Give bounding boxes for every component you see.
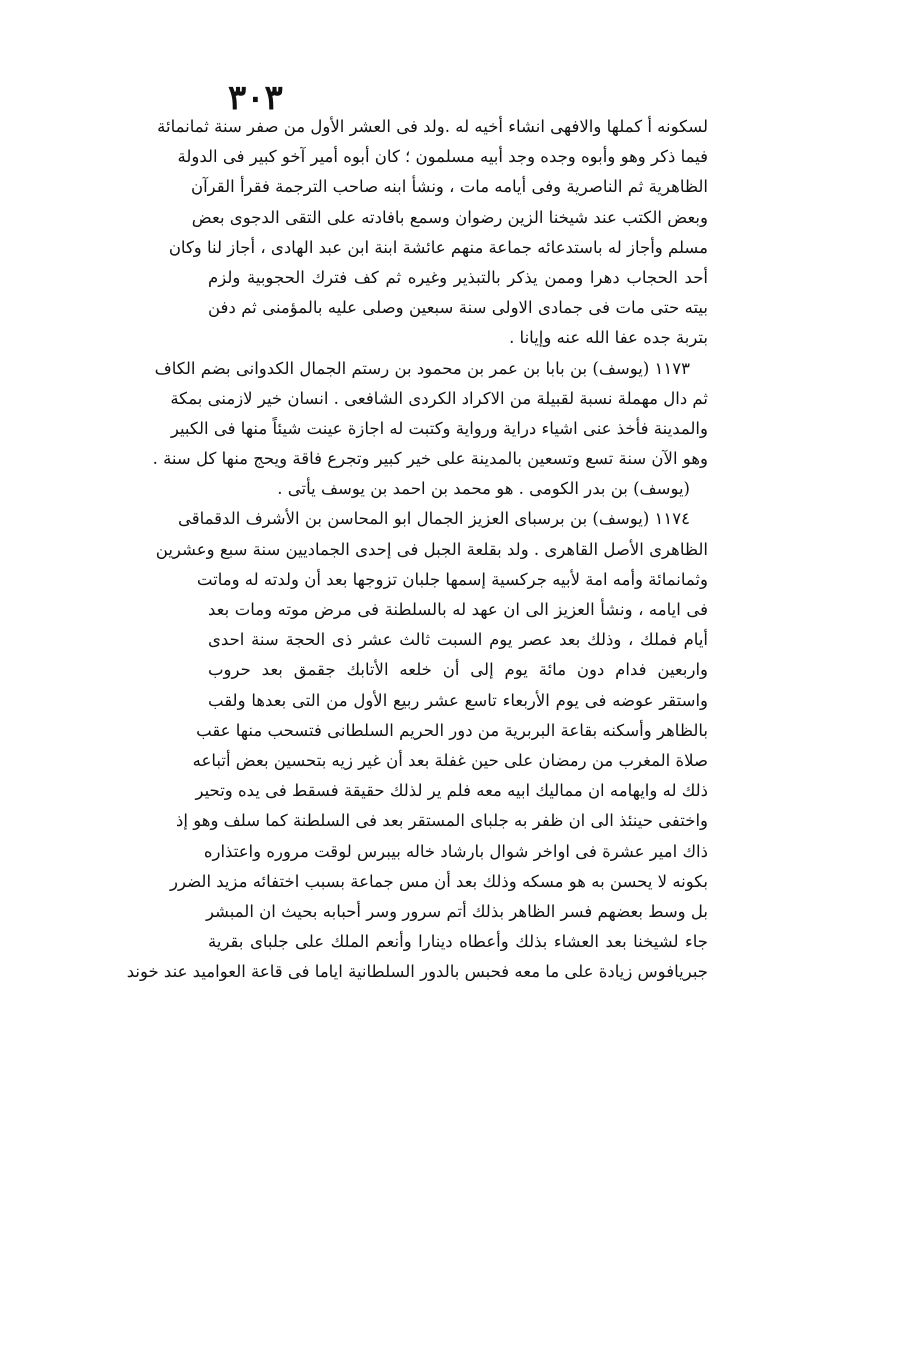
text-line: مسلم وأجاز له باستدعائه جماعة منهم عائشة ابنة ابن عبد الهادى ، أجاز لنا وكان	[168, 237, 708, 257]
text-line: والمدينة فأخذ عنى اشياء دراية ورواية وكتبت له اجازة عينت شيئاً منها فى الكبير	[170, 418, 708, 438]
text-line: جبريافوس زيادة على ما معه فحبس بالدور السلطانية اياما فى قاعة العواميد عند خوند	[126, 962, 708, 982]
text-line: واربعين فدام دون مائة يوم إلى أن خلعه الأتابك جقمق بعد حروب	[208, 660, 708, 680]
text-line: الظاهرى الأصل القاهرى . ولد بقلعة الجبل فى إحدى الجماديين سنة سبع وعشرين	[155, 539, 708, 559]
text-line: واختفى حينئذ الى ان ظفر به جلباى المستقر بعد فى السلطنة كما سلف وهو إذ	[176, 811, 708, 831]
text-line: وبعض الكتب عند شيخنا الزين رضوان وسمع بافادته على التقى الدجوى بعض	[191, 207, 708, 227]
text-line: أيام فملك ، وذلك بعد عصر يوم السبت ثالث عشر ذى الحجة سنة احدى	[208, 630, 708, 650]
text-line: ١١٧٣ (يوسف) بن بابا بن عمر بن محمود بن رستم الجمال الكدوانى بضم الكاف	[154, 358, 690, 378]
page-number: ٣٠٣	[228, 78, 283, 118]
body-text	[126, 112, 708, 987]
text-line: (يوسف) بن بدر الكومى . هو محمد بن احمد بن يوسف يأتى .	[277, 479, 690, 499]
text-line: بتربة جده عفا الله عنه وإيانا .	[509, 328, 708, 348]
text-line: ثم دال مهملة نسبة لقبيلة من الاكراد الكردى الشافعى . انسان خير لازمنى بمكة	[170, 388, 708, 408]
text-line: أحد الحجاب دهرا وممن يذكر بالتبذير وغيره ثم كف فترك الحجوبية ولزم	[208, 267, 708, 287]
text-line: وهو الآن سنة تسع وتسعين بالمدينة على خير كبير وتجرع فاقة ويحج منها كل سنة .	[152, 449, 708, 469]
text-line: وثمانمائة وأمه امة لأبيه جركسية إسمها جلبان تزوجها بعد أن ولدته له وماتت	[196, 569, 708, 589]
text-line: صلاة المغرب من رمضان على حين غفلة بعد أن غير زيه بتحسين بعض أتباعه	[192, 750, 708, 770]
text-line: بالظاهر وأسكنه بقاعة البربرية من دور الحريم السلطانى فتسحب منها عقب	[196, 720, 708, 740]
text-line: ١١٧٤ (يوسف) بن برسباى العزيز الجمال ابو المحاسن بن الأشرف الدقماقى	[177, 509, 690, 529]
text-line: بيته حتى مات فى جمادى الاولى سنة سبعين وصلى عليه بالمؤمنى ثم دفن	[208, 298, 708, 318]
text-line: بكونه لا يحسن به هو مسكه وذلك بعد أن مس جماعة بسبب اختفائه مزيد الضرر	[170, 871, 708, 891]
text-line: واستقر عوضه فى يوم الأربعاء تاسع عشر ربيع الأول من التى بعدها ولقب	[208, 690, 708, 710]
text-line: فى ايامه ، ونشأ العزيز الى ان عهد له بالسلطنة فى مرض موته ومات بعد	[208, 600, 708, 619]
text-line: لسكونه أ كملها والافهى انشاء أخيه له .ولد فى العشر الأول من صفر سنة ثمانمائة	[157, 117, 708, 136]
text-line: جاء لشيخنا بعد العشاء بذلك وأعطاه دينارا وأنعم الملك على جلباى بقرية	[208, 932, 708, 952]
text-line: ذلك له وايهامه ان مماليك ابيه معه فلم ير لذلك حقيقة فسقط فى يده وتحير	[195, 781, 708, 801]
text-line: بل وسط بعضهم فسر الظاهر بذلك أتم سرور وسر أحبابه بحيث ان المبشر	[205, 901, 708, 921]
text-line: فيما ذكر وهو وأبوه وجده وجد أبيه مسلمون ؛ كان أبوه أمير آخو كبير فى الدولة	[177, 147, 708, 167]
text-line: ذاك امير عشرة فى اواخر شوال بارشاد خاله بيبرس لوقت مروره واعتذاره	[203, 841, 708, 861]
text-line: الظاهرية ثم الناصرية وفى أيامه مات ، ونشأ ابنه صاحب الترجمة فقرأ القرآن	[190, 177, 708, 197]
